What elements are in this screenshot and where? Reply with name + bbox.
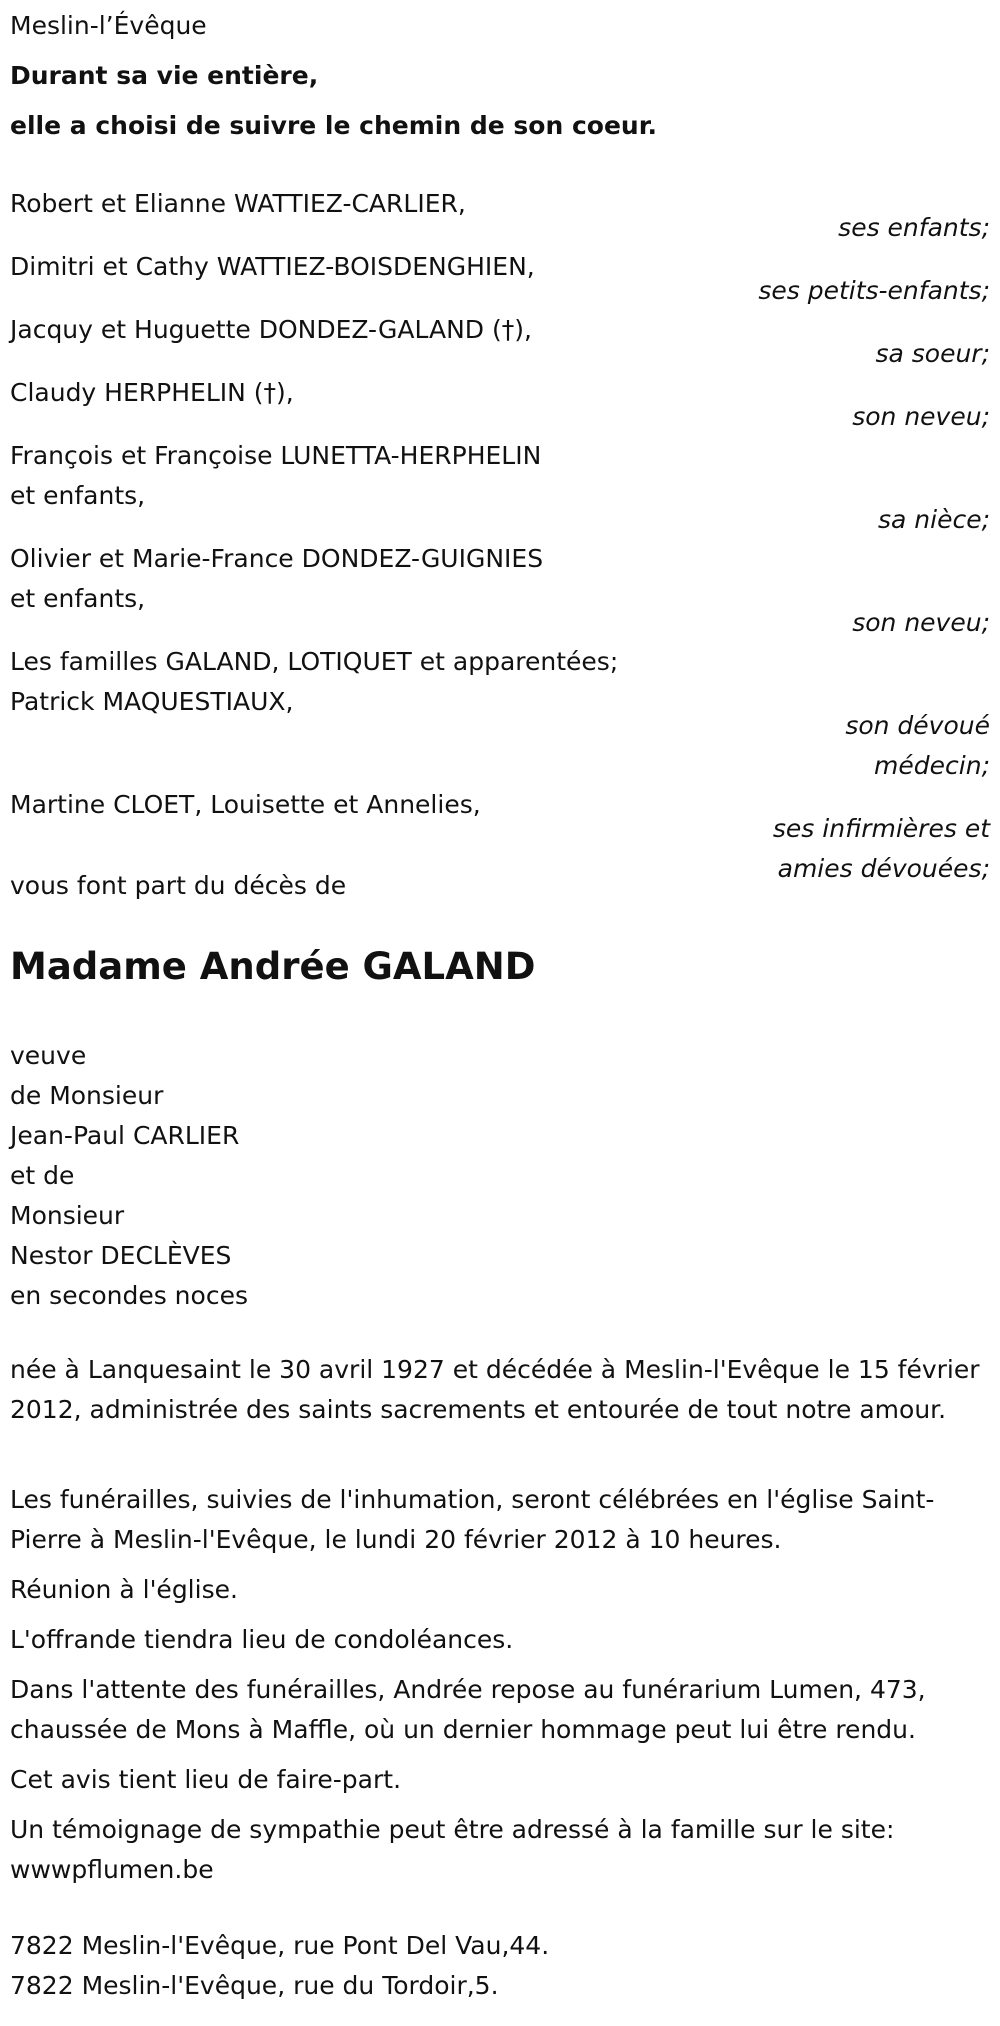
address-line: 7822 Meslin-l'Evêque, rue du Tordoir,5. [10,1971,499,2000]
widow-line: veuve [10,1041,87,1070]
announcement-text: vous font part du décès de [10,871,347,900]
family-relation: ses petits-enfants; [758,276,990,305]
family-relation: sa nièce; [877,505,990,534]
family-name: Jacquy et Huguette DONDEZ-GALAND (†), [10,315,532,344]
family-name: Robert et Elianne WATTIEZ-CARLIER, [10,189,466,218]
family-relation: ses enfants; [838,213,990,242]
sympathy-paragraph: Un témoignage de sympathie peut être adressé à la famille sur le site: wwwpflumen.be [10,1815,895,1884]
offering-paragraph: L'offrande tiendra lieu de condoléances. [10,1625,514,1654]
family-name-cont: et enfants, [10,584,146,613]
family-relation: ses infirmières et [772,814,990,843]
family-relation-cont: médecin; [874,751,990,780]
family-name: Olivier et Marie-France DONDEZ-GUIGNIES [10,544,544,573]
motto-line-1: Durant sa vie entière, [10,61,319,90]
birth-death-paragraph: née à Lanquesaint le 30 avril 1927 et décédée à Meslin-l'Evêque le 15 février 2012, administrée des saints sacrements et entourée de tout notre amour. [10,1355,980,1424]
family-relation: son neveu; [852,402,990,431]
family-relation-cont: amies dévouées; [777,854,990,883]
funeral-paragraph: Les funérailles, suivies de l'inhumation, seront célébrées en l'église Saint-Pierre à Meslin-l'Evêque, le lundi 20 février 2012 à 10 heures. [10,1485,935,1554]
motto-line-2: elle a choisi de suivre le chemin de son coeur. [10,111,657,140]
family-name: François et Françoise LUNETTA-HERPHELIN [10,441,542,470]
widow-line: et de [10,1161,75,1190]
funerarium-paragraph: Dans l'attente des funérailles, Andrée repose au funérarium Lumen, 473, chaussée de Mons à Maffle, où un dernier hommage peut lui être rendu. [10,1675,926,1744]
family-name-cont: et enfants, [10,481,146,510]
family-relation: son dévoué [845,711,990,740]
location-heading: Meslin-l’Évêque [10,11,207,40]
family-name: Dimitri et Cathy WATTIEZ-BOISDENGHIEN, [10,252,535,281]
widow-line: Nestor DECLÈVES [10,1241,232,1270]
family-name: Martine CLOET, Louisette et Annelies, [10,790,481,819]
family-relation: son neveu; [852,608,990,637]
family-name: Claudy HERPHELIN (†), [10,378,294,407]
notice-paragraph: Cet avis tient lieu de faire-part. [10,1765,402,1794]
widow-line: en secondes noces [10,1281,248,1310]
family-relation: sa soeur; [875,339,990,368]
family-name: Patrick MAQUESTIAUX, [10,687,294,716]
address-line: 7822 Meslin-l'Evêque, rue Pont Del Vau,44. [10,1931,550,1960]
family-name: Les familles GALAND, LOTIQUET et apparentées; [10,647,619,676]
widow-line: Monsieur [10,1201,125,1230]
deceased-name: Madame Andrée GALAND [10,945,536,988]
widow-line: de Monsieur [10,1081,164,1110]
reunion-paragraph: Réunion à l'église. [10,1575,238,1604]
widow-line: Jean-Paul CARLIER [10,1121,240,1150]
